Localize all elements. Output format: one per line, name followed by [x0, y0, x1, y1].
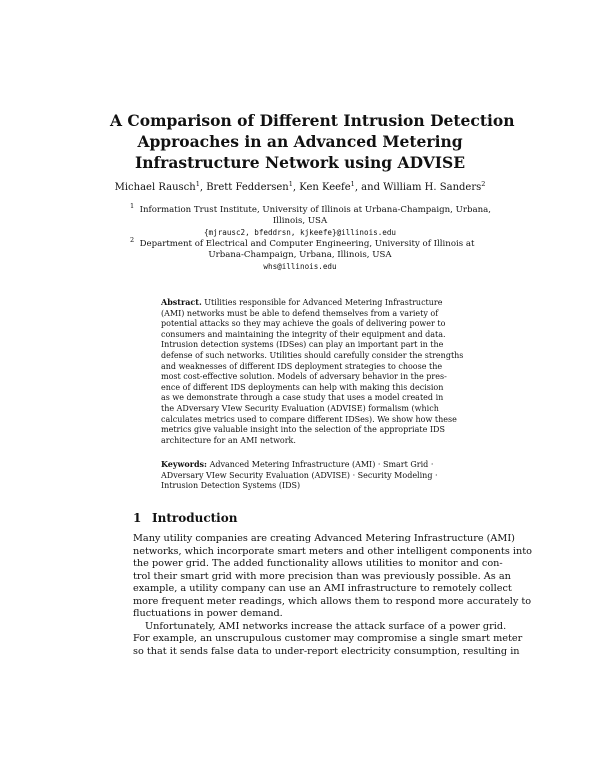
abstract-line: defense of such networks. Utilities should carefully consider the strengths [161, 350, 464, 360]
affiliation-1-email: {mjrausc2, bfeddrsn, kjkeefe}@illinois.edu [203, 228, 397, 238]
author-name: William H. Sanders [383, 182, 482, 193]
body-text [133, 533, 532, 658]
body-line: more frequent meter readings, which allows them to respond more accurately to [133, 595, 532, 607]
abstract-line: ence of different IDS deployments can help with making this decision [161, 382, 444, 392]
abstract-line: metrics give valuable insight into the selection of the appropriate IDS [161, 425, 445, 435]
body-line: so that it sends false data to under-report electricity consumption, resulting in [133, 645, 520, 657]
author-list: Michael Rausch$^1$, Brett Feddersen$^1$, Ken Keefe$^1$, and William H. Sanders$^2$ [114, 180, 486, 193]
body-line: Many utility companies are creating Advanced Metering Infrastructure (AMI) [133, 533, 515, 544]
author-name: Michael Rausch [114, 182, 196, 193]
body-line: For example, an unscrupulous customer may compromise a single smart meter [133, 633, 523, 644]
author-affil-mark: 1 [195, 180, 200, 188]
abstract-line: and weaknesses of different IDS deployment strategies to choose the [161, 361, 443, 371]
abstract-line: most cost-effective solution. Models of adversary behavior in the pres- [161, 372, 447, 382]
affiliation-1-line: Illinois, USA [272, 216, 328, 227]
keywords-line: ADversary VIew Security Evaluation (ADVISE) · Security Modeling · [161, 470, 438, 480]
title-line: Approaches in an Advanced Metering [137, 132, 463, 151]
affiliation-2-email: whs@illinois.edu [263, 262, 337, 272]
keywords [161, 459, 443, 492]
abstract-line: as we demonstrate through a case study that uses a model created in [161, 393, 444, 403]
body-line: the power grid. The added functionality allows utilities to monitor and con- [133, 558, 503, 569]
section-heading [133, 511, 237, 525]
abstract-label: Abstract. [161, 297, 202, 307]
section-number: 1 [133, 511, 142, 525]
title-line: A Comparison of Different Intrusion Detection [110, 111, 515, 130]
body-line: networks, which incorporate smart meters and other intelligent components into [133, 545, 532, 557]
affil-mark: 1 [130, 202, 135, 210]
body-line: Unfortunately, AMI networks increase the attack surface of a power grid. [145, 620, 507, 632]
paper-title [110, 110, 515, 173]
abstract-line: consumers and maintaining the integrity of their equipment and data. [161, 329, 446, 339]
affiliation-1-line: $^1$ Information Trust Institute, University of Illinois at Urbana-Champaign, Urbana, [130, 202, 491, 215]
abstract-line: potential attacks so they may achieve the goals of delivering power to [161, 319, 446, 329]
author-affil-mark: 1 [288, 180, 293, 188]
abstract-line: calculates metrics used to compare different IDSes). We show how these [161, 414, 457, 424]
abstract-line: the ADversary VIew Security Evaluation (ADVISE) formalism (which [161, 403, 439, 413]
affiliation-2-line: $^2$ Department of Electrical and Computer Engineering, University of Illinois at [130, 235, 475, 249]
affiliation-2-line: Urbana-Champaign, Urbana, Illinois, USA [208, 249, 392, 260]
title-line: Infrastructure Network using ADVISE [134, 153, 466, 172]
affiliations [130, 202, 491, 272]
abstract-line: (AMI) networks must be able to defend themselves from a variety of [161, 308, 439, 318]
section-title: Introduction [152, 511, 238, 525]
body-line: fluctuations in power demand. [133, 608, 283, 619]
affil-mark: 2 [130, 235, 135, 244]
author-affil-mark: 2 [481, 180, 486, 188]
abstract-line: architecture for an AMI network. [161, 435, 296, 445]
body-line: trol their smart grid with more precision than was previously possible. As an [133, 570, 511, 582]
keywords-line: Keywords: Advanced Metering Infrastructure (AMI) · Smart Grid · [161, 459, 434, 469]
abstract [161, 297, 464, 446]
keywords-label: Keywords: [161, 459, 208, 469]
body-line: example, a utility company can use an AMI infrastructure to remotely collect [133, 583, 512, 594]
author-name: Brett Feddersen [206, 182, 289, 193]
keywords-line: Intrusion Detection Systems (IDS) [161, 481, 301, 491]
abstract-line: Abstract. Utilities responsible for Advanced Metering Infrastructure [161, 297, 443, 307]
abstract-line: Intrusion detection systems (IDSes) can play an important part in the [161, 340, 444, 350]
author-name: Ken Keefe [299, 182, 351, 193]
author-affil-mark: 1 [350, 180, 355, 188]
